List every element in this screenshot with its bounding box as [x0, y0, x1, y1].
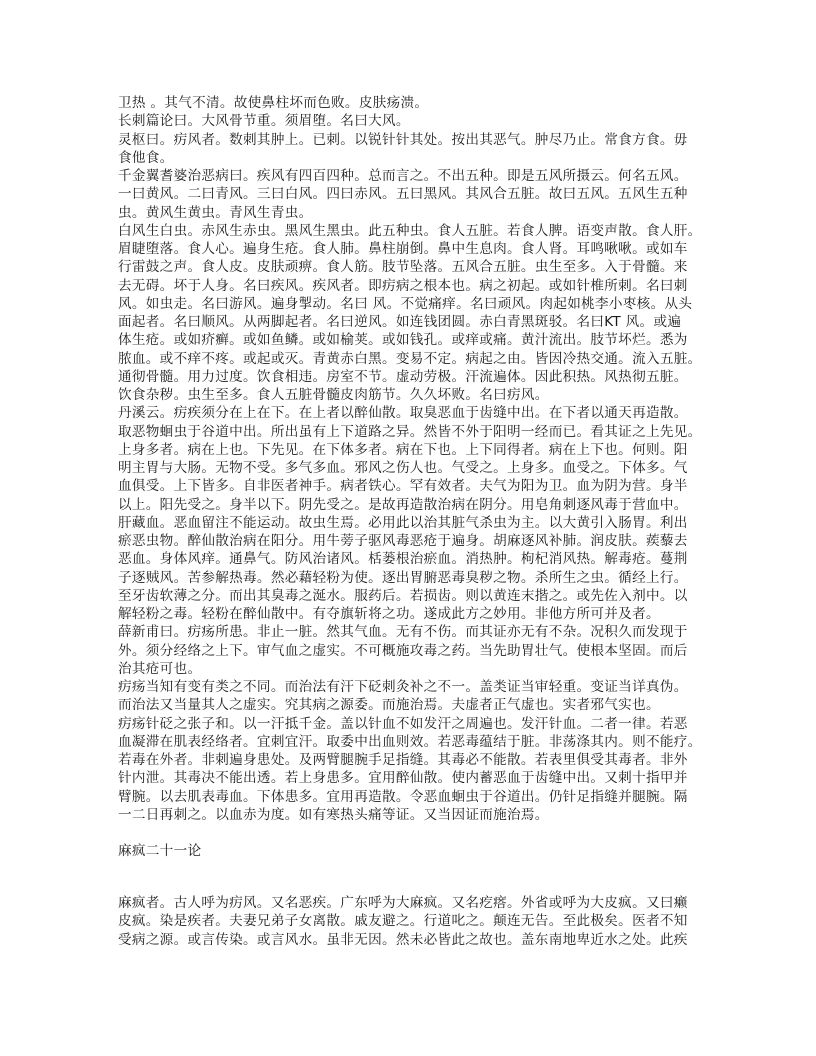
text-line: 受病之源。或言传染。或言风水。虽非无因。然未必皆此之故也。盖东南地卑近水之处。此疾 [118, 931, 688, 948]
text-line: 上身多者。病在上也。下先见。在下体多者。病在下也。上下同得者。病在上下也。何则。阳 [118, 441, 688, 458]
text-line: 一曰黄风。二曰青风。三曰白风。四曰赤风。五曰黑风。其风合五脏。故曰五风。五风生五种 [118, 186, 688, 203]
text-line: 针内泄。其毒决不能出透。若上身患多。宜用醉仙散。使内蓄恶血于齿缝中出。又刺十指甲并 [118, 770, 688, 787]
text-line: 去无碍。坏于人身。名曰疾风。疾风者。即疠病之根本也。病之初起。或如针椎所刺。名曰刺 [118, 277, 688, 294]
text-line: 麻疯者。古人呼为疠风。又名恶疾。广东呼为大麻疯。又名疙瘩。外省或呼为大皮疯。又曰癞 [118, 895, 688, 911]
text-line: 面起者。名曰顺风。从两脚起者。名曰逆风。如连钱团圆。赤白青黑斑驳。名曰KT 风。或遍 [118, 314, 682, 330]
heading-text: 麻疯二十一论 [118, 843, 202, 859]
text-line: 风。如虫走。名曰游风。遍身掣动。名曰 风。不觉痛痒。名曰顽风。肉起如桃李小枣核。从头 [118, 295, 693, 312]
text-line: 肝藏血。恶血留注不能运动。故虫生焉。必用此以治其脏气杀虫为主。以大黄引入肠胃。利出 [118, 514, 688, 531]
section-body [118, 894, 718, 949]
text-line: 血凝滞在肌表经络者。宜刺宜汗。取委中出血则效。若恶毒蕴结于脏。非荡涤其内。则不能疗。 [118, 733, 702, 750]
text-line: 臂腕。以去肌表毒血。下体患多。宜用再造散。令恶血蛔虫于谷道出。仍针足指缝并腿腕。隔 [118, 788, 688, 805]
text-line: 至牙齿软薄之分。而出其臭毒之涎水。服药后。若损齿。则以黄连末揩之。或先佐入剂中。以 [118, 587, 688, 604]
body-text [118, 94, 718, 824]
text-line: 眉睫堕落。食人心。遍身生疮。食人肺。鼻柱崩倒。鼻中生息肉。食人肾。耳鸣啾啾。或如车 [118, 241, 688, 257]
text-line: 体生疮。或如疥癣。或如鱼鳞。或如榆荚。或如钱孔。或痒或痛。黄汁流出。肢节坏烂。悉为 [118, 332, 688, 349]
text-line: 疠疡针砭之张子和。以一汗抵千金。盖以针血不如发汗之周遍也。发汗针血。二者一律。若恶 [118, 715, 688, 732]
text-line: 治其疮可也。 [118, 660, 202, 677]
text-line: 脓血。或不痒不疼。或起或灭。青黄赤白黑。变易不定。病起之由。皆因冷热交通。流入五脏。 [118, 350, 702, 367]
text-line: 解轻粉之毒。轻粉在醉仙散中。有夺旗斩将之功。遂成此方之妙用。非他方所可并及者。 [118, 606, 660, 622]
text-line: 长刺篇论曰。大风骨节重。须眉堕。名曰大风。 [118, 113, 410, 130]
text-line: 虫。黄风生黄虫。青风生青虫。 [118, 204, 313, 221]
text-line: 丹溪云。疠疾须分在上在下。在上者以醉仙散。取臭恶血于齿缝中出。在下者以通天再造散。 [118, 405, 688, 422]
text-line: 明主胃与大肠。无物不受。多气多血。邪风之伤人也。气受之。上身多。血受之。下体多。气 [118, 460, 688, 476]
text-line: 恶血。身体风痒。通鼻气。防风治诸风。栝蒌根治瘀血。消热肿。枸杞消风热。解毒疮。蔓荆 [118, 551, 688, 568]
text-line: 灵枢曰。疠风者。数刺其肿上。已刺。以锐针针其处。按出其恶气。肿尽乃止。常食方食。毋 [118, 131, 688, 148]
text-line: 千金翼耆婆治恶病曰。疾风有四百四种。总而言之。不出五种。即是五风所摄云。何名五风。 [118, 168, 688, 184]
text-line: 而治法又当量其人之虚实。究其病之源委。而施治焉。夫虚者正气虚也。实者邪气实也。 [118, 697, 660, 714]
text-line: 饮食杂秽。虫生至多。食人五脏骨髓皮肉筋节。久久坏败。名曰疠风。 [118, 387, 549, 403]
text-line: 白风生白虫。赤风生赤虫。黑风生黑虫。此五种虫。食人五脏。若食人脾。语变声散。食人肝。 [118, 222, 702, 239]
text-line: 食他食。 [118, 149, 174, 166]
text-line: 行雷鼓之声。食人皮。皮肤顽痹。食人筋。肢节坠落。五风合五脏。虫生至多。入于骨髓。来 [118, 259, 688, 276]
text-line: 外。须分经络之上下。审气血之虚实。不可概施攻毒之药。当先助胃壮气。使根本坚固。而后 [118, 642, 688, 659]
text-line: 瘀恶虫物。醉仙散治病在阳分。用牛蒡子驱风毒恶疮于遍身。胡麻逐风补肺。润皮肤。蒺藜去 [118, 533, 688, 549]
text-line: 一二日再刺之。以血赤为度。如有寒热头痛等证。又当因证而施治焉。 [118, 806, 549, 823]
text-line: 薛新甫曰。疠疡所患。非止一脏。然其气血。无有不伤。而其证亦无有不杂。况积久而发现于 [118, 624, 688, 641]
text-line: 子逐贼风。苦参解热毒。然必藉轻粉为使。逐出胃腑恶毒臭秽之物。杀所生之虫。循经上行。 [118, 569, 688, 586]
text-line: 通彻骨髓。用力过度。饮食相违。房室不节。虚动劳极。汗流遍体。因此积热。风热彻五脏。 [118, 368, 688, 385]
text-line: 疠疡当知有变有类之不同。而治法有汗下砭刺灸补之不一。盖类证当审轻重。变证当详真伪。 [118, 679, 688, 695]
text-line: 皮疯。染是疾者。夫妻兄弟子女离散。戚友避之。行道叱之。颠连无告。至此极矣。医者不知 [118, 913, 688, 930]
section-heading [118, 842, 718, 860]
text-line: 取恶物蛔虫于谷道中出。所出虽有上下道路之异。然皆不外于阳明一经而已。看其证之上先见。 [118, 423, 702, 440]
text-line: 以上。阳先受之。身半以下。阴先受之。是故再造散治病在阴分。用皂角刺逐风毒于营血中。 [118, 496, 688, 513]
text-line: 卫热 。其气不清。故使鼻柱坏而色败。皮肤疡溃。 [118, 95, 429, 111]
text-line: 血俱受。上下皆多。自非医者神手。病者铁心。罕有效者。夫气为阳为卫。血为阴为营。身半 [118, 478, 688, 495]
text-line: 若毒在外者。非刺遍身患处。及两臂腿腕手足指缝。其毒必不能散。若表里俱受其毒者。非外 [118, 752, 688, 768]
